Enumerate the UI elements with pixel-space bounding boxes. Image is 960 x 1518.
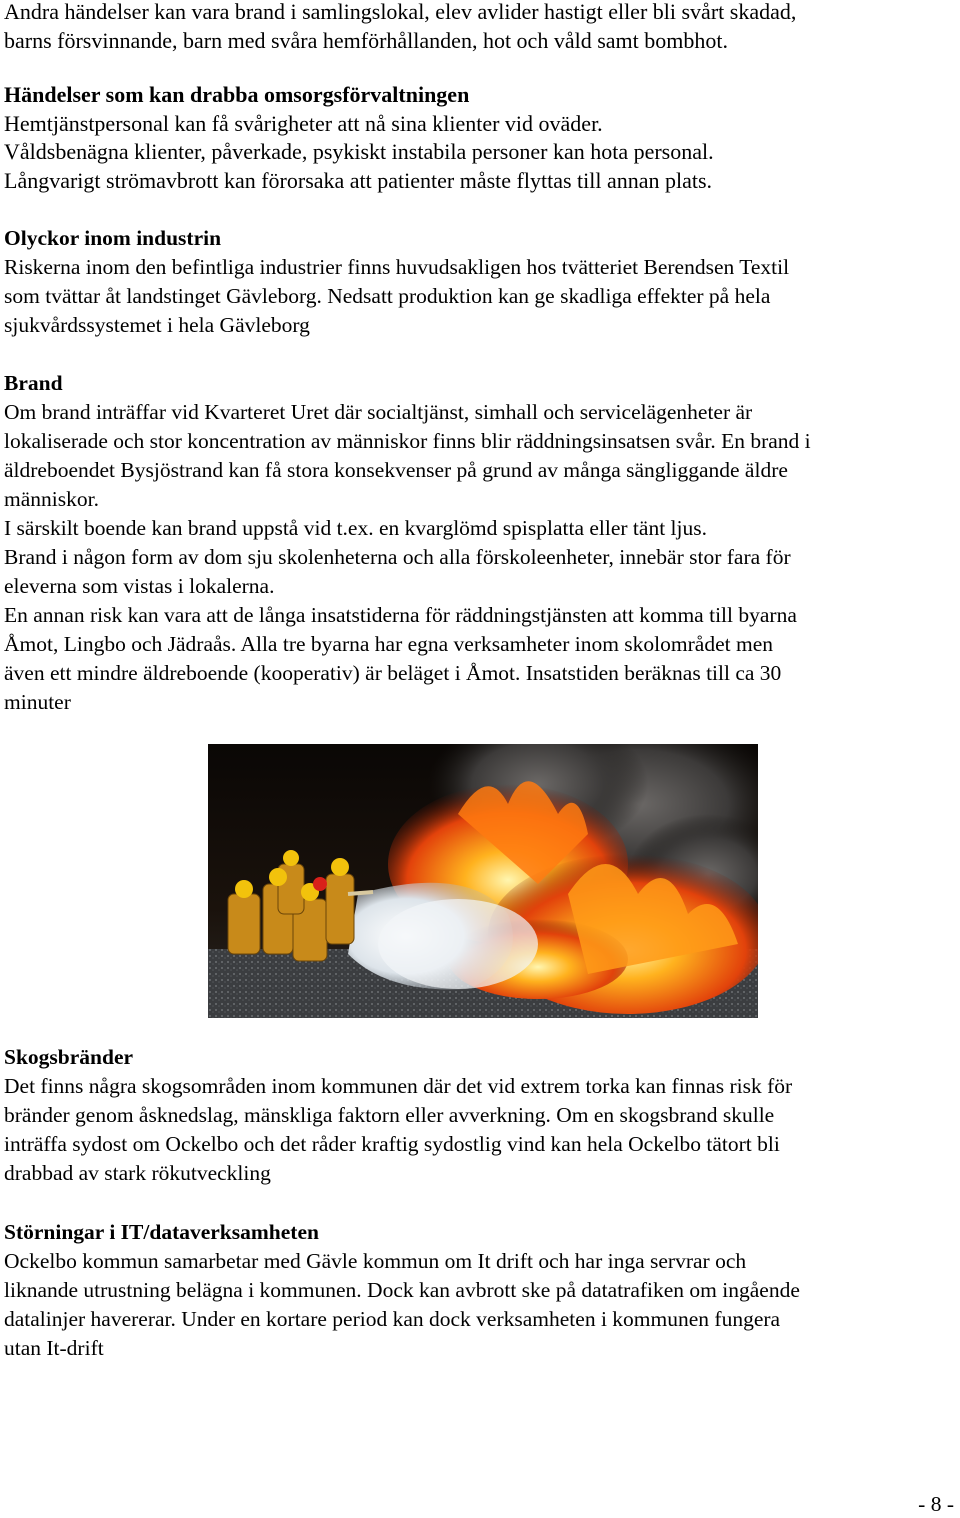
section-industri bbox=[4, 224, 956, 340]
text-line: äldreboendet Bysjöstrand kan få stora konsekvenser på grund av många sängliggande äldre bbox=[4, 458, 788, 482]
firefighters-photo bbox=[208, 744, 758, 1018]
text-line: inträffa sydost om Ockelbo och det råder kraftig sydostlig vind kan hela Ockelbo tätort bli bbox=[4, 1132, 780, 1156]
text-line: Hemtjänstpersonal kan få svårigheter att nå sina klienter vid oväder. bbox=[4, 110, 603, 136]
text-line: Riskerna inom den befintliga industrier finns huvudsakligen hos tvätteriet Berendsen Textil bbox=[4, 255, 790, 279]
text-line: människor. bbox=[4, 487, 99, 511]
section-heading: Händelser som kan drabba omsorgsförvaltningen bbox=[4, 82, 470, 107]
text-line: lokaliserade och stor koncentration av människor finns blir räddningsinsatsen svår. En brand i bbox=[4, 429, 811, 453]
section-omsorg bbox=[4, 81, 956, 195]
text-line: En annan risk kan vara att de långa insatstiderna för räddningstjänsten att komma till byarna bbox=[4, 603, 797, 627]
section-heading: Skogsbränder bbox=[4, 1045, 134, 1069]
page-number: - 8 - bbox=[918, 1492, 954, 1516]
text-line: bränder genom åsknedslag, mänskliga faktorn eller avverkning. Om en skogsbrand skulle bbox=[4, 1103, 775, 1127]
text-line: sjukvårdssystemet i hela Gävleborg bbox=[4, 313, 310, 337]
text-line: Våldsbenägna klienter, påverkade, psykiskt instabila personer kan hota personal. bbox=[4, 139, 714, 164]
section-skogsbrander bbox=[4, 1043, 956, 1188]
text-line: datalinjer havererar. Under en kortare period kan dock verksamheten i kommunen fungera bbox=[4, 1307, 781, 1331]
text-line: Om brand inträffar vid Kvarteret Uret där socialtjänst, simhall och servicelägenheter är bbox=[4, 400, 753, 424]
document-page bbox=[4, 0, 956, 1360]
text-line: drabbad av stark rökutveckling bbox=[4, 1161, 271, 1185]
section-heading: Störningar i IT/dataverksamheten bbox=[4, 1220, 319, 1244]
text-line: eleverna som vistas i lokalerna. bbox=[4, 574, 275, 598]
section-heading: Brand bbox=[4, 371, 63, 395]
text-line: som tvättar åt landstinget Gävleborg. Nedsatt produktion kan ge skadliga effekter på hela bbox=[4, 284, 771, 308]
text-line: minuter bbox=[4, 690, 71, 714]
text-line: liknande utrustning belägna i kommunen. Dock kan avbrott ske på datatrafiken om ingående bbox=[4, 1278, 800, 1302]
text-line: Brand i någon form av dom sju skolenheterna och alla förskoleenheter, innebär stor fara för bbox=[4, 545, 791, 569]
text-line: även ett mindre äldreboende (kooperativ) är beläget i Åmot. Insatstiden beräknas till ca 30 bbox=[4, 661, 782, 685]
section-heading: Olyckor inom industrin bbox=[4, 226, 222, 250]
text-line: utan It-drift bbox=[4, 1336, 104, 1360]
text-line: Andra händelser kan vara brand i samlingslokal, elev avlider hastigt eller bli svårt skadad, bbox=[4, 0, 797, 24]
text-line: Det finns några skogsområden inom kommunen där det vid extrem torka kan finnas risk för bbox=[4, 1074, 793, 1098]
text-line: Åmot, Lingbo och Jädraås. Alla tre byarna har egna verksamheter inom skolområdet men bbox=[4, 632, 773, 656]
section-it bbox=[4, 1218, 956, 1363]
intro-paragraph bbox=[4, 0, 956, 55]
text-line: Långvarigt strömavbrott kan förorsaka att patienter måste flyttas till annan plats. bbox=[4, 167, 713, 193]
text-line: Ockelbo kommun samarbetar med Gävle kommun om It drift och har inga servrar och bbox=[4, 1249, 747, 1273]
text-line: barns försvinnande, barn med svåra hemförhållanden, hot och våld samt bombhot. bbox=[4, 27, 728, 53]
text-line: I särskilt boende kan brand uppstå vid t.ex. en kvarglömd spisplatta eller tänt ljus. bbox=[4, 516, 707, 540]
section-brand bbox=[4, 369, 956, 717]
